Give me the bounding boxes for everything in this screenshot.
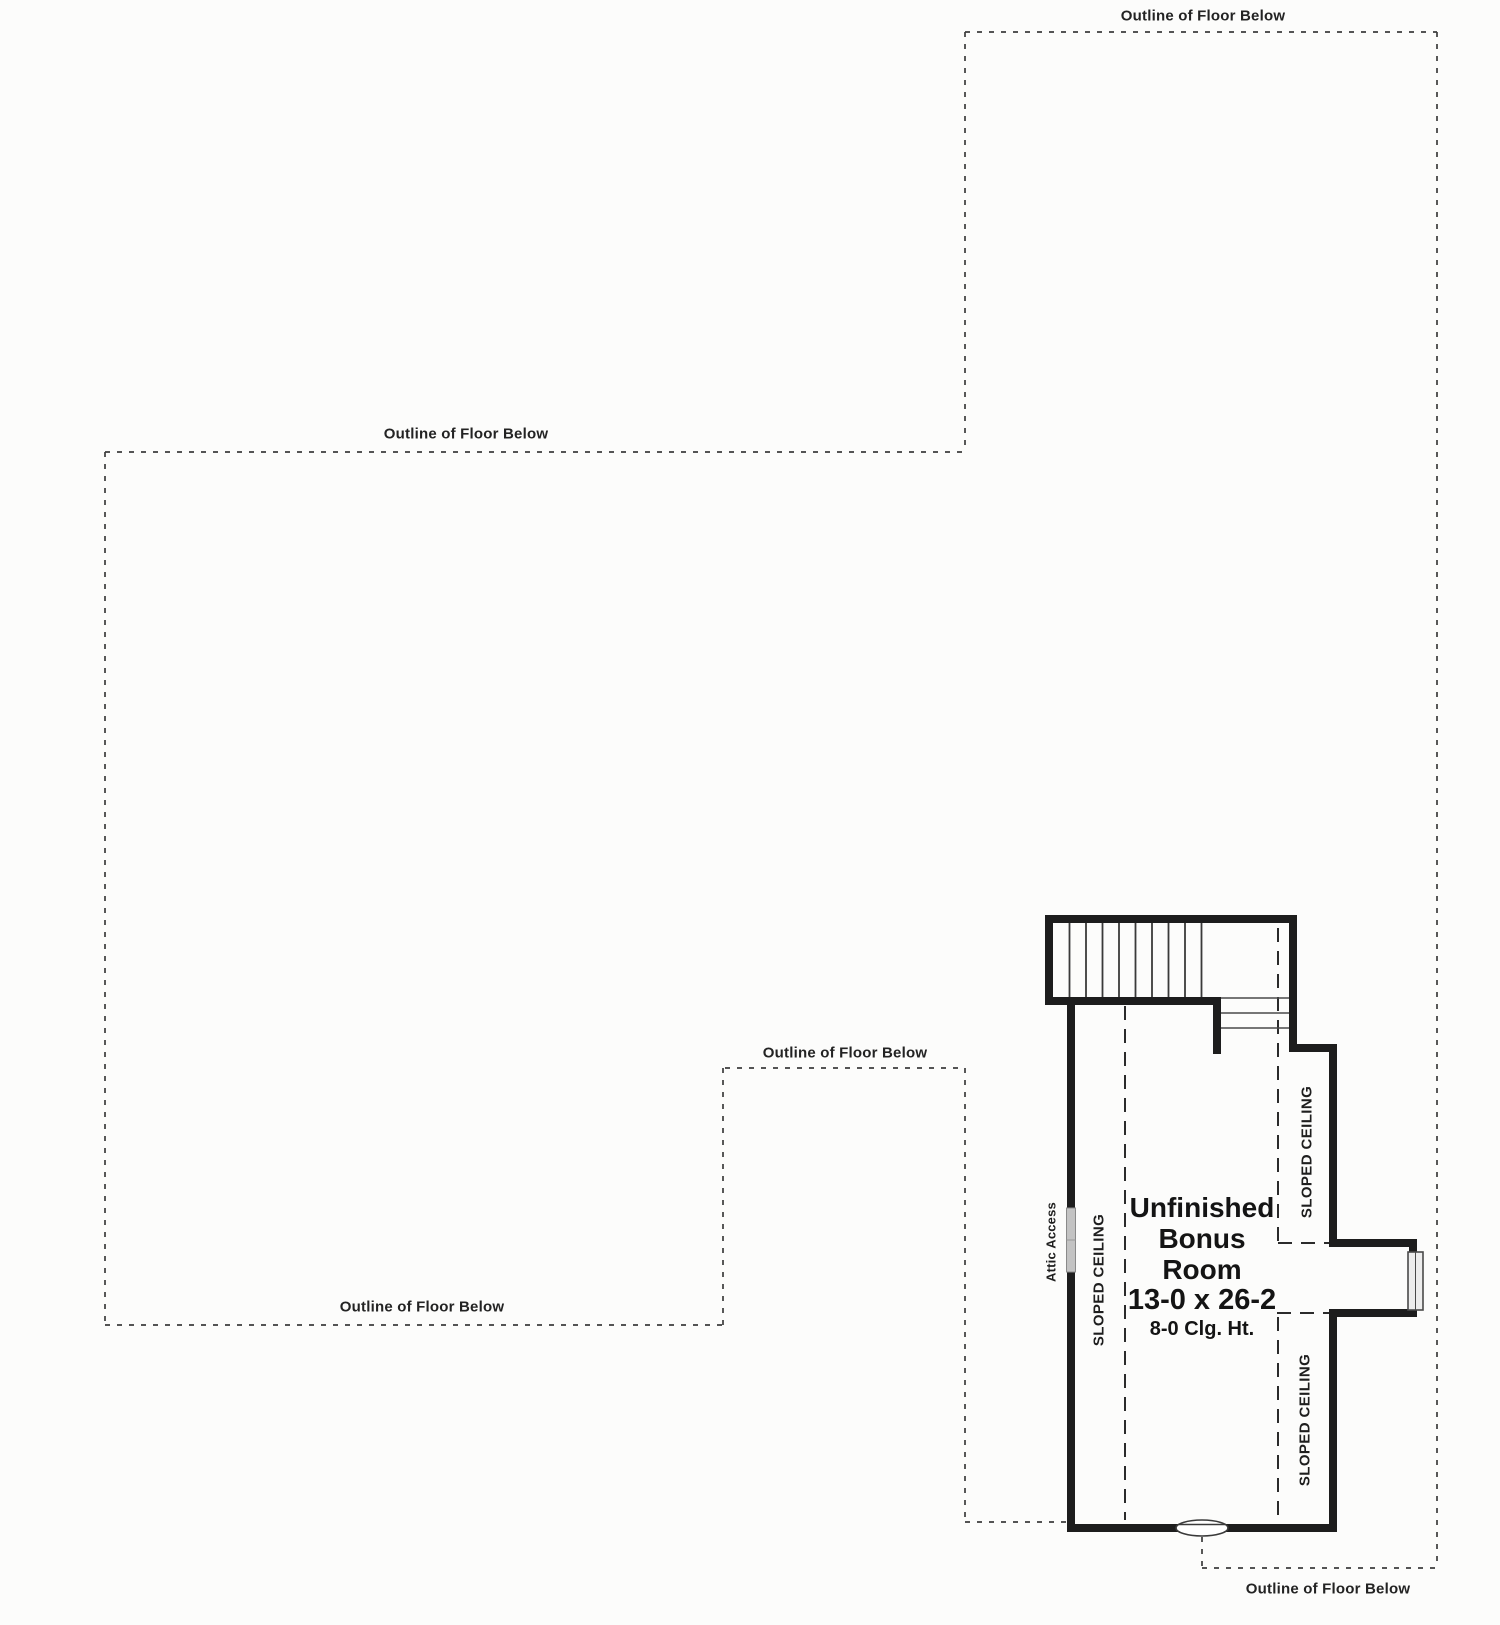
outline-label-upper-left: Outline of Floor Below xyxy=(383,425,549,443)
room-name-line-2: Bonus xyxy=(1158,1223,1246,1254)
room-name-line-3: Room xyxy=(1162,1254,1242,1285)
room-name-line-1: Unfinished xyxy=(1129,1192,1275,1223)
foundation-vent xyxy=(1176,1520,1228,1536)
sloped-ceiling-label-lower-right: SLOPED CEILING xyxy=(1296,1353,1314,1487)
dormer-window xyxy=(1408,1252,1423,1310)
room-title-block xyxy=(1074,1192,1330,1343)
sloped-ceiling-label-upper-right: SLOPED CEILING xyxy=(1298,1085,1316,1219)
sloped-ceiling-label-left: SLOPED CEILING xyxy=(1090,1213,1108,1347)
outline-label-lower-left: Outline of Floor Below xyxy=(339,1298,505,1316)
outline-label-bottom: Outline of Floor Below xyxy=(1245,1580,1411,1598)
attic-access-label: Attic Access xyxy=(1043,1202,1059,1282)
room-ceiling-height: 8-0 Clg. Ht. xyxy=(1149,1318,1255,1340)
outline-label-middle: Outline of Floor Below xyxy=(762,1044,928,1062)
room-dimensions: 13-0 x 26-2 xyxy=(1127,1284,1277,1316)
staircase-treads xyxy=(1070,923,1202,997)
outline-label-top: Outline of Floor Below xyxy=(1120,7,1286,25)
